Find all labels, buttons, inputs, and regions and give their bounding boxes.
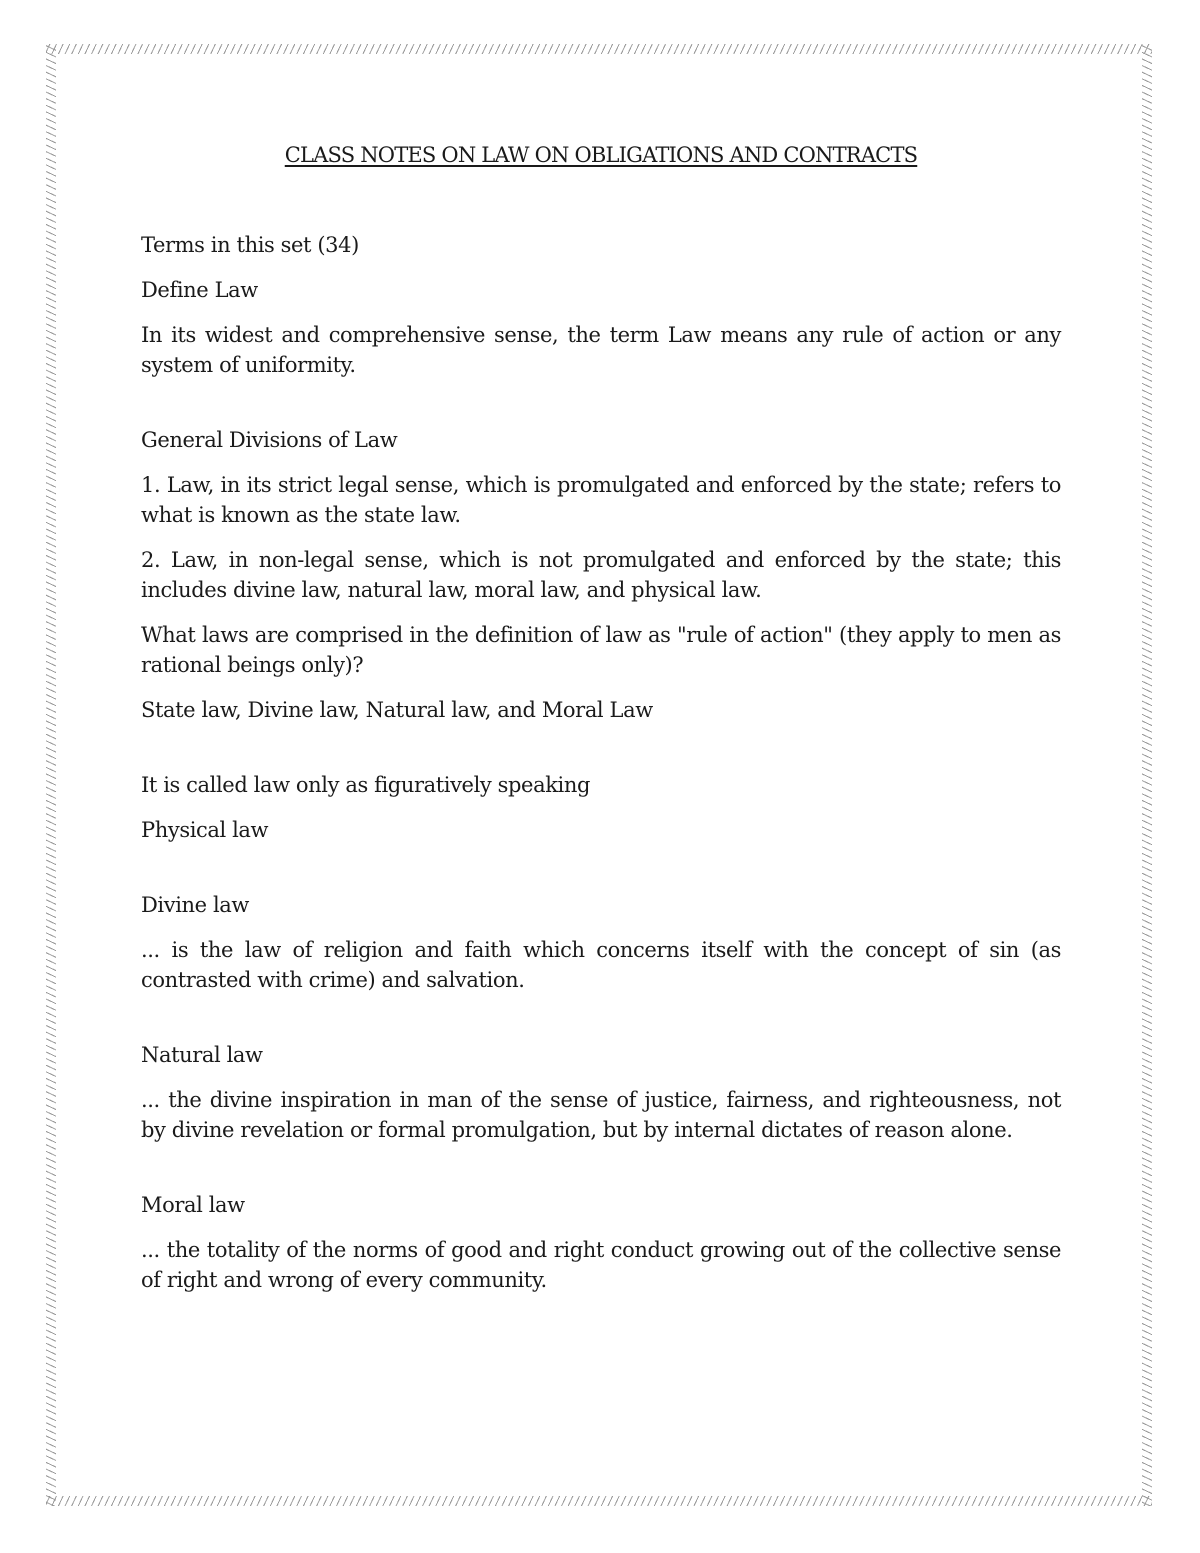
- border-right: [1142, 44, 1152, 1506]
- definition-general-divisions-2: 2. Law, in non-legal sense, which is not promulgated and enforced by the state; this includes divine law, natural law, moral law, and physical law.: [141, 548, 1061, 602]
- border-left: [46, 44, 56, 1506]
- terms-count: Terms in this set (34): [141, 233, 359, 257]
- term-rule-of-action: What laws are comprised in the definition of law as "rule of action" (they apply to men as rational beings only)?: [141, 623, 1061, 677]
- term-general-divisions: General Divisions of Law: [141, 428, 398, 452]
- term-figuratively-speaking: It is called law only as figuratively speaking: [141, 773, 591, 797]
- definition-divine-law: ... is the law of religion and faith which concerns itself with the concept of sin (as contrasted with crime) and salvation.: [141, 938, 1061, 992]
- definition-define-law: In its widest and comprehensive sense, the term Law means any rule of action or any system of uniformity.: [141, 323, 1061, 377]
- border-bottom: [46, 1496, 1152, 1506]
- definition-natural-law: ... the divine inspiration in man of the sense of justice, fairness, and righteousness, not by divine revelation or formal promulgation, but by internal dictates of reason alone.: [141, 1088, 1061, 1142]
- definition-figuratively-speaking: Physical law: [141, 818, 269, 842]
- definition-rule-of-action: State law, Divine law, Natural law, and Moral Law: [141, 698, 653, 722]
- definition-general-divisions-1: 1. Law, in its strict legal sense, which is promulgated and enforced by the state; refers to what is known as the state law.: [141, 473, 1061, 527]
- document-title: CLASS NOTES ON LAW ON OBLIGATIONS AND CONTRACTS: [284, 143, 918, 167]
- term-moral-law: Moral law: [141, 1193, 245, 1217]
- document-body: [141, 140, 1061, 1310]
- term-divine-law: Divine law: [141, 893, 249, 917]
- definition-moral-law: ... the totality of the norms of good and right conduct growing out of the collective sense of right and wrong of every community.: [141, 1238, 1061, 1292]
- border-top: [46, 44, 1152, 54]
- term-define-law: Define Law: [141, 278, 258, 302]
- term-natural-law: Natural law: [141, 1043, 263, 1067]
